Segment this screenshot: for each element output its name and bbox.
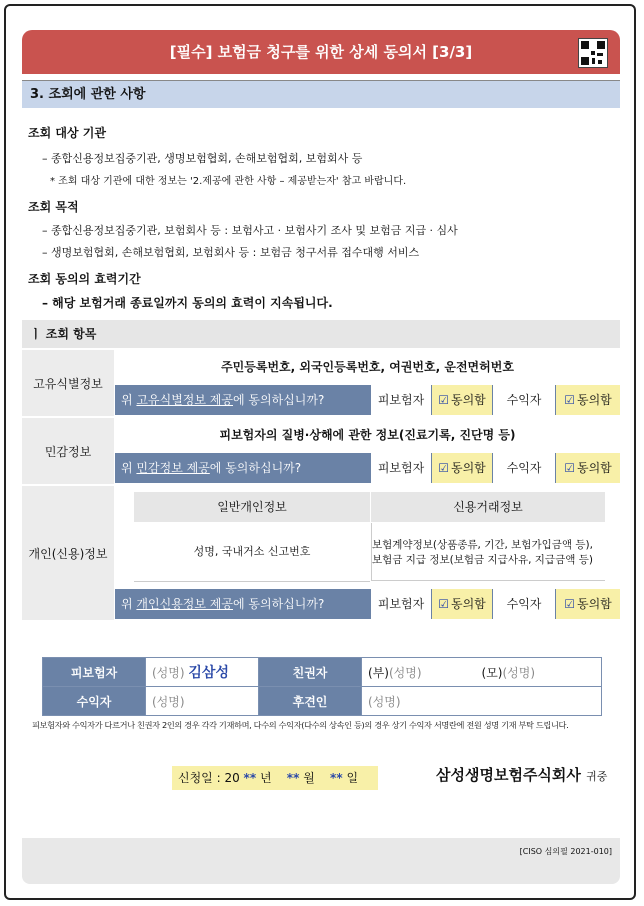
consent-row-credit — [115, 589, 620, 619]
beneficiary-agree-checkbox[interactable]: ☑ 동의함 — [556, 589, 620, 619]
beneficiary-label: 수익자 — [493, 385, 555, 415]
row-info-unique-id: 주민등록번호, 외국인등록번호, 여권번호, 운전면허번호 — [221, 360, 514, 374]
insured-name-field[interactable]: (성명) 김삼성 — [146, 658, 259, 687]
consent-link[interactable]: 고유식별정보 제공 — [136, 393, 233, 407]
row-info-sensitive: 피보험자의 질병·상해에 관한 정보(진료기록, 진단명 등) — [219, 428, 516, 442]
purpose-line-2: – 생명보험협회, 손해보험협회, 보험회사 등 : 보험금 청구서류 접수대행 서비스 — [42, 246, 420, 259]
guardian-label: 친권자 — [259, 658, 362, 687]
credit-info-value: 보험계약정보(상품종류, 기간, 보험가입금액 등), 보험금 지급 정보(보험금 지급사유, 지급금액 등) — [371, 523, 605, 581]
consent-row-unique-id — [115, 385, 620, 415]
insured-name: 김삼성 — [188, 665, 229, 681]
consent-question: 위 민감정보 제공에 동의하십니까? — [121, 461, 302, 475]
consent-link[interactable]: 민감정보 제공 — [136, 461, 210, 475]
signature-table — [42, 657, 602, 716]
company-name: 삼성생명보험주식회사 귀중 — [436, 766, 608, 784]
agencies-note: * 조회 대상 기관에 대한 정보는 '2.제공에 관한 사항 – 제공받는자' 참고 바랍니다. — [50, 176, 407, 187]
row-label-credit: 개인(신용)정보 — [22, 486, 114, 620]
beneficiary-name-field[interactable]: (성명) — [146, 687, 259, 716]
general-info-value: 성명, 국내거소 신고번호 — [134, 523, 370, 582]
document-title: [필수] 보험금 청구를 위한 상세 동의서 [3/3] — [169, 43, 473, 61]
guardian2-name-field[interactable]: (성명) — [362, 687, 602, 716]
beneficiary-sign-label: 수익자 — [43, 687, 146, 716]
guardian2-label: 후견인 — [259, 687, 362, 716]
insured-agree-checkbox[interactable]: ☑ 동의함 — [432, 385, 492, 415]
beneficiary-agree-checkbox[interactable]: ☑ 동의함 — [556, 385, 620, 415]
footer — [22, 838, 620, 884]
checkbox-checked-icon: ☑ — [438, 597, 449, 611]
consent-link[interactable]: 개인신용정보 제공 — [136, 597, 233, 611]
section-heading: 3. 조회에 관한 사항 — [22, 80, 620, 108]
checkbox-checked-icon: ☑ — [438, 393, 449, 407]
validity-line: – 해당 보험거래 종료일까지 동의의 효력이 지속됩니다. — [42, 296, 333, 310]
beneficiary-label: 수익자 — [493, 589, 555, 619]
insured-agree-checkbox[interactable]: ☑ 동의함 — [432, 453, 492, 483]
checkbox-checked-icon: ☑ — [564, 597, 575, 611]
agencies-line: – 종합신용정보집중기관, 생명보험협회, 손해보험협회, 보험회사 등 — [42, 152, 363, 165]
document-title-bar — [22, 30, 620, 74]
row-label-sensitive: 민감정보 — [22, 418, 114, 484]
row-label-unique-id: 고유식별정보 — [22, 350, 114, 416]
consent-question: 위 고유식별정보 제공에 동의하십니까? — [121, 393, 325, 407]
validity-heading: 조회 동의의 효력기간 — [28, 272, 141, 286]
signature-note: 피보험자와 수익자가 다르거나 친권자 2인의 경우 각각 기재하며, 다수의 수익자(다수의 상속인 등)의 경우 상기 수익자 서명란에 전원 성명 기재 부탁 드립니다. — [32, 720, 569, 730]
consent-question: 위 개인신용정보 제공에 동의하십니까? — [121, 597, 325, 611]
consent-row-sensitive — [115, 453, 620, 483]
agencies-heading: 조회 대상 기관 — [28, 126, 106, 140]
credit-info-header: 신용거래정보 — [371, 492, 605, 522]
application-date[interactable]: 신청일 : 20 ** 년 ** 월 ** 일 — [172, 766, 378, 790]
footer-code: [CISO 심의필 2021-010] — [519, 847, 612, 856]
insured-label: 피보험자 — [371, 589, 431, 619]
checkbox-checked-icon: ☑ — [564, 461, 575, 475]
items-heading: ㅣ 조회 항목 — [22, 320, 620, 348]
beneficiary-label: 수익자 — [493, 453, 555, 483]
insured-label: 피보험자 — [371, 385, 431, 415]
insured-sign-label: 피보험자 — [43, 658, 146, 687]
qr-code-icon — [578, 38, 608, 68]
guardian-name-field[interactable]: (부)(성명) (모)(성명) — [362, 658, 602, 687]
insured-label: 피보험자 — [371, 453, 431, 483]
checkbox-checked-icon: ☑ — [438, 461, 449, 475]
purpose-line-1: – 종합신용정보집중기관, 보험회사 등 : 보험사고 · 보험사기 조사 및 보험금 지급 · 심사 — [42, 224, 458, 237]
beneficiary-agree-checkbox[interactable]: ☑ 동의함 — [556, 453, 620, 483]
insured-agree-checkbox[interactable]: ☑ 동의함 — [432, 589, 492, 619]
general-info-header: 일반개인정보 — [134, 492, 370, 522]
checkbox-checked-icon: ☑ — [564, 393, 575, 407]
purpose-heading: 조회 목적 — [28, 200, 79, 214]
